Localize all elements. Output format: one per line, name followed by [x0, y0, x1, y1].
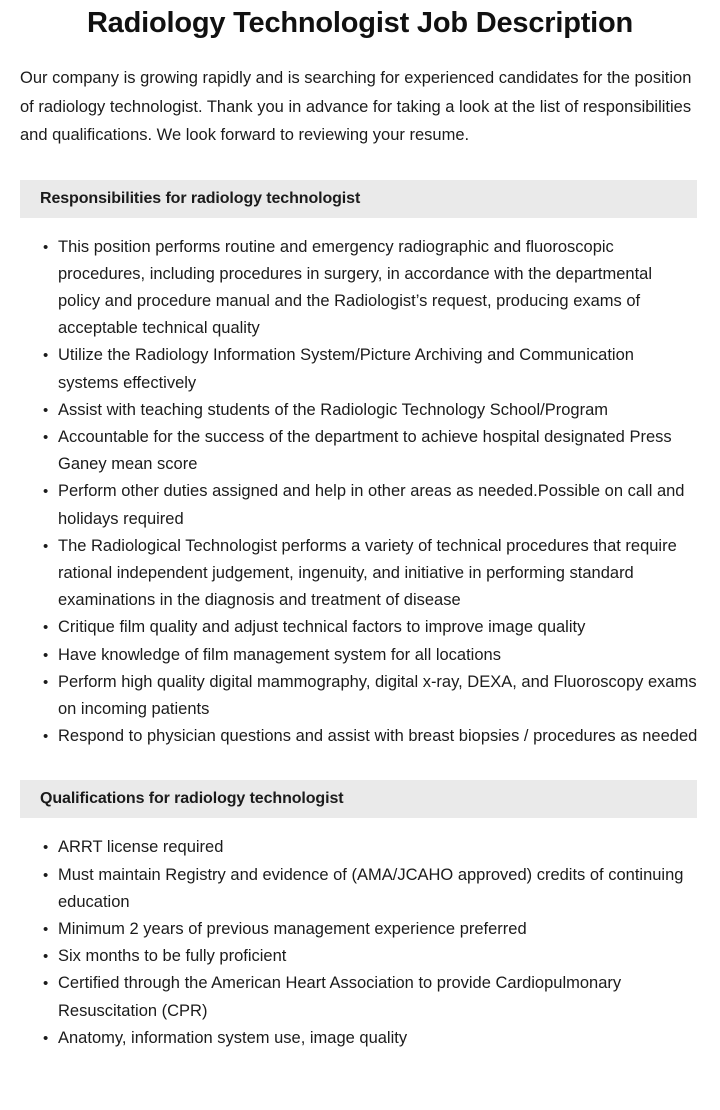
list-item: • Utilize the Radiology Information System/Picture Archiving and Communication systems effectively — [58, 342, 698, 396]
list-item: • Anatomy, information system use, image quality — [58, 1025, 698, 1052]
list-item: • Accountable for the success of the department to achieve hospital designated Press Ganey mean score — [58, 424, 698, 478]
section-header-qualifications — [20, 780, 697, 818]
list-item: • Critique film quality and adjust technical factors to improve image quality — [58, 614, 698, 641]
list-item: • ARRT license required — [58, 834, 698, 861]
list-item: • Minimum 2 years of previous management experience preferred — [58, 916, 698, 943]
qualifications-list — [0, 834, 720, 1052]
intro-paragraph: Our company is growing rapidly and is searching for experienced candidates for the position of radiology technologist. Thank you in advance for taking a look at the list of responsibilities and qualifications. We look forward to reviewing your resume. — [20, 69, 692, 144]
responsibilities-list — [0, 234, 720, 751]
list-item: • Perform other duties assigned and help in other areas as needed.Possible on call and holidays required — [58, 478, 698, 532]
list-item: • Must maintain Registry and evidence of (AMA/JCAHO approved) credits of continuing education — [58, 862, 698, 916]
list-item: • Certified through the American Heart Association to provide Cardiopulmonary Resuscitation (CPR) — [58, 970, 698, 1024]
list-item: • Respond to physician questions and assist with breast biopsies / procedures as needed — [58, 723, 698, 750]
list-item: • Six months to be fully proficient — [58, 943, 698, 970]
section-header-qualifications-label: Qualifications for radiology technologist — [40, 790, 344, 808]
list-item: • Perform high quality digital mammography, digital x-ray, DEXA, and Fluoroscopy exams on incoming patients — [58, 669, 698, 723]
list-item: • Have knowledge of film management system for all locations — [58, 642, 698, 669]
list-item: • The Radiological Technologist performs a variety of technical procedures that require rational independent judgement, ingenuity, and initiative in performing standard examinations in the diagnosis and treatment of disease — [58, 533, 698, 615]
list-item: • Assist with teaching students of the Radiologic Technology School/Program — [58, 397, 698, 424]
section-header-responsibilities-label: Responsibilities for radiology technologist — [40, 189, 361, 207]
page-title: Radiology Technologist Job Description — [86, 7, 634, 39]
section-header-responsibilities — [20, 180, 697, 218]
list-item: • This position performs routine and emergency radiographic and fluoroscopic procedures, including procedures in surgery, in accordance with the departmental policy and procedure manual and the Radiologist’s request, producing exams of acceptable technical quality — [58, 234, 698, 343]
